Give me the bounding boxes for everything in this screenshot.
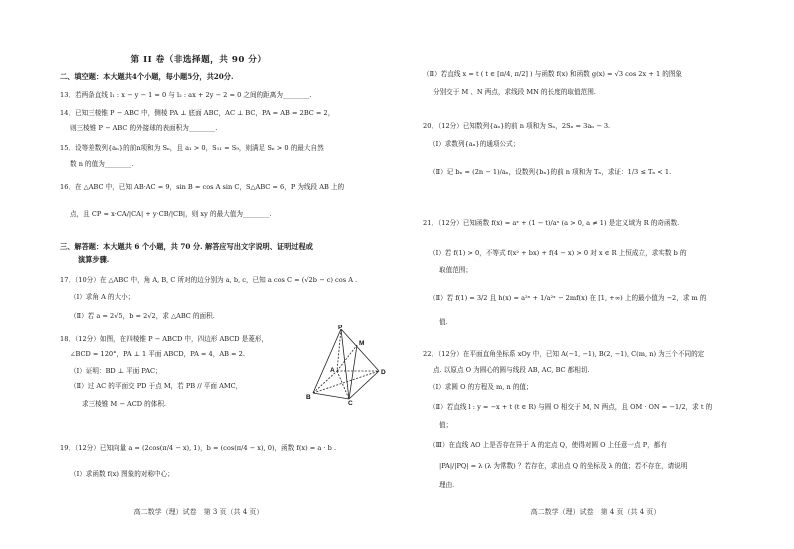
question-17-part1: （Ⅰ）求角 A 的大小；: [70, 293, 135, 301]
figure-label-a: A: [330, 367, 335, 374]
question-19-part2-line1: （Ⅱ）若直线 x = t ( t ∈ [π/4, π/2] ) 与函数 f(x) 和函数 g(x) = √3 cos 2x + 1 的图象: [423, 70, 683, 78]
question-19-line1: 19．（12分）已知向量 a = (2cos(π/4 − x), 1)，b = (cos(π/4 − x), 0)，函数 f(x) = a · b .: [60, 444, 337, 452]
question-18-line2: ∠BCD = 120°，PA ⊥ 1 平面 ABCD，PA = 4，AB = 2.: [70, 350, 245, 358]
figure-label-p: P: [338, 325, 343, 331]
question-21-part2: （Ⅱ）若 f(1) = 3/2 且 h(x) = a²ˣ + 1/a²ˣ − 2mf(x) 在 [1, +∞) 上的最小值为 −2，求 m 的: [429, 294, 707, 302]
question-18-part2-cont: 求三棱锥 M − ACD 的体积.: [82, 400, 167, 408]
section-answer-title-line1: 三、解答题：本大题共 6 个小题，共 70 分. 解答应写出文字说明、证明过程或: [60, 242, 313, 251]
question-21-part1-cont: 取值范围；: [439, 266, 472, 274]
question-20-part1: （Ⅰ）求数列{aₙ}的通项公式；: [429, 140, 520, 148]
question-18-line1: 18．（12分）如图，在四棱锥 P − ABCD 中，四边形 ABCD 是菱形，: [60, 335, 269, 343]
right-page-footer: 高二数学（理）试卷 第 4 页（共 4 页）: [530, 508, 661, 516]
figure-label-d: D: [381, 369, 386, 376]
section-fill-in-title: 二、填空题：本大题共4个小题，每小题5分，共20分.: [60, 72, 234, 81]
question-16-line1: 16．在 △ABC 中，已知 AB·AC = 9，sin B = cos A sin C，S△ABC = 6，P 为线段 AB 上的: [60, 183, 345, 191]
question-14-line2: 则三棱锥 P − ABC 的外接球的表面积为________.: [70, 124, 218, 132]
question-22-line2: 点. 以原点 O 为圆心的圆与线段 AB, AC, BC 都相切.: [433, 366, 590, 374]
pyramid-figure: [305, 325, 390, 405]
section-answer-title-line2: 演算步骤.: [78, 255, 110, 264]
question-22-part3: （Ⅲ）在直线 AO 上是否存在异于 A 的定点 Q，使得对圆 O 上任意一点 P，都有: [429, 441, 667, 449]
question-20-line1: 20．（12分）已知数列{aₙ}的前 n 项和为 Sₙ，2Sₙ = 3aₙ − 3.: [423, 122, 611, 130]
question-22-part3-cont2: 理由.: [439, 481, 455, 489]
left-page-footer: 高二数学（理）试卷 第 3 页（共 4 页）: [133, 508, 264, 516]
question-13: 13．若两条直线 l₁ : x − y − 1 = 0 与 l₂ : ax + 2y − 2 = 0 之间的距离为________.: [60, 91, 312, 99]
question-21-line1: 21．（12分）已知函数 f(x) = aˣ + (1 − t)/aˣ (a > 0, a ≠ 1) 是定义域为 R 的奇函数.: [423, 219, 680, 227]
question-19-part1: （Ⅰ）求函数 f(x) 图象的对称中心；: [70, 470, 174, 478]
figure-label-b: B: [306, 394, 311, 401]
question-18-part2: （Ⅱ）过 AC 的平面交 PD 于点 M，若 PB // 平面 AMC，: [70, 382, 243, 390]
question-22-line1: 22．（12分）在平面直角坐标系 xOy 中，已知 A(−1, −1), B(2, −1), C(m, n) 为三个不同的定: [423, 350, 705, 358]
question-20-part2: （Ⅱ）记 bₙ = (2n − 1)/aₙ，设数列{bₙ}的前 n 项和为 Tₙ，求证：1/3 ≤ Tₙ < 1.: [429, 168, 672, 176]
part-title: 第 II 卷（非选择题，共 90 分）: [130, 55, 267, 65]
question-17-part2: （Ⅱ）若 a = 2√5，b = 2√2，求 △ABC 的面积.: [70, 312, 215, 320]
figure-label-c: C: [348, 400, 353, 405]
figure-label-m: M: [359, 340, 365, 347]
question-14-line1: 14．已知三棱锥 P − ABC 中，侧棱 PA ⊥ 底面 ABC，AC ⊥ BC，PA = AB = 2BC = 2，: [60, 109, 335, 117]
question-21-part2-cont: 值.: [439, 318, 448, 326]
question-22-part2-cont: 值；: [439, 421, 453, 429]
question-17-line1: 17．（10分）在 △ABC 中，角 A, B, C 所对的边分别为 a, b, c，已知 a cos C = (√2b − c) cos A .: [60, 276, 358, 284]
question-18-part1: （Ⅰ）证明：BD ⊥ 平面 PAC；: [70, 367, 162, 375]
question-22-part3-cont1: |PA|/|PQ| = λ (λ 为常数) ？若存在，求出点 Q 的坐标及 λ 的值；若不存在，请说明: [439, 462, 688, 470]
question-21-part1: （Ⅰ）若 f(1) > 0，不等式 f(x² + bx) + f(4 − x) > 0 对 x ∈ R 上恒成立，求实数 b 的: [429, 249, 687, 257]
question-15-line1: 15．设等差数列{aₙ}的前n项和为 Sₙ，且 a₁ > 0，S₁₁ = S₉，则满足 Sₙ > 0 的最大自然: [60, 144, 324, 152]
question-19-part2-line2: 分别交于 M 、N 两点，求线段 MN 的长度的取值范围.: [433, 88, 596, 96]
right-page: [397, 0, 794, 549]
question-16-line2: 点，且 CP = x·CA/|CA| + y·CB/|CB|，则 xy 的最大值为________.: [70, 210, 272, 218]
question-22-part1: （Ⅰ）求圆 O 的方程及 m, n 的值；: [429, 383, 533, 391]
question-22-part2: （Ⅱ）若直线 l : y = −x + t (t ∈ R) 与圆 O 相交于 M, N 两点，且 OM · ON = −1/2，求 t 的: [429, 403, 713, 411]
question-15-line2: 数 n 的值为________.: [70, 160, 134, 168]
